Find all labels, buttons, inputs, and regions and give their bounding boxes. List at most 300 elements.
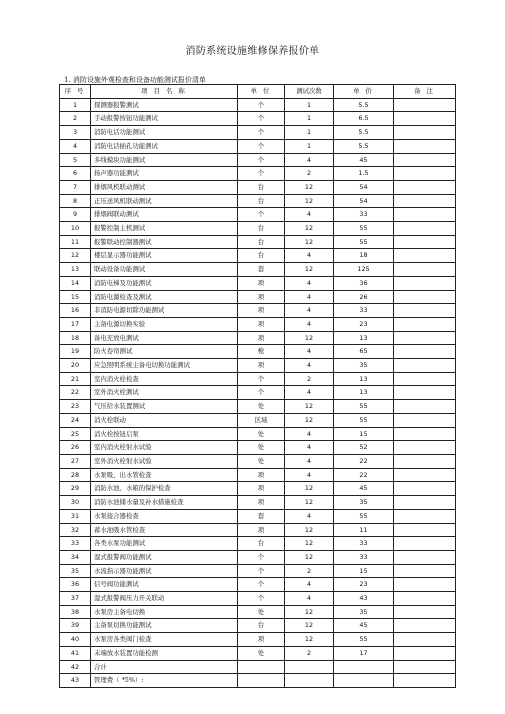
cell-note — [394, 413, 456, 427]
cell-price: 13 — [334, 331, 394, 345]
cell-unit: 项 — [238, 317, 285, 331]
cell-name: 消火栓按钮启泵 — [91, 427, 238, 441]
cell-price: 33 — [334, 537, 394, 551]
cell-name: 气压给水装置测试 — [91, 400, 238, 414]
table-row — [60, 564, 456, 578]
cell-note — [394, 372, 456, 386]
table-row — [60, 454, 456, 468]
cell-note — [394, 496, 456, 510]
cell-price: 35 — [334, 359, 394, 373]
header-no: 序 号 — [60, 85, 91, 99]
cell-no: 1 — [60, 98, 91, 112]
cell-times: 4 — [285, 427, 334, 441]
cell-unit: 项 — [238, 359, 285, 373]
cell-note — [394, 592, 456, 606]
cell-times: 12 — [285, 400, 334, 414]
cell-name: 消防电话功能测试 — [91, 126, 238, 140]
cell-price: 55 — [334, 633, 394, 647]
header-name: 项 目 名 称 — [91, 85, 238, 99]
cell-note — [394, 619, 456, 633]
cell-note — [394, 317, 456, 331]
cell-name: 消防水池储水量及补水措施检查 — [91, 496, 238, 510]
table-row — [60, 660, 456, 674]
cell-unit: 个 — [238, 386, 285, 400]
table-row — [60, 222, 456, 236]
cell-times: 12 — [285, 180, 334, 194]
cell-times: 2 — [285, 167, 334, 181]
cell-price — [334, 660, 394, 674]
cell-times: 12 — [285, 222, 334, 236]
table-row — [60, 550, 456, 564]
table-row — [60, 496, 456, 510]
table-row — [60, 674, 456, 688]
cell-unit: 处 — [238, 400, 285, 414]
cell-price: 55 — [334, 509, 394, 523]
cell-no: 38 — [60, 605, 91, 619]
table-row — [60, 304, 456, 318]
table-row — [60, 523, 456, 537]
table-body — [60, 98, 456, 687]
cell-note — [394, 660, 456, 674]
cell-times — [285, 660, 334, 674]
cell-note — [394, 537, 456, 551]
cell-no: 36 — [60, 578, 91, 592]
cell-no: 41 — [60, 646, 91, 660]
table-row — [60, 427, 456, 441]
cell-unit: 台 — [238, 180, 285, 194]
cell-no: 19 — [60, 345, 91, 359]
cell-times: 4 — [285, 386, 334, 400]
cell-times: 12 — [285, 550, 334, 564]
cell-name: 多线模块功能测试 — [91, 153, 238, 167]
cell-no: 8 — [60, 194, 91, 208]
section-subtitle: 1. 消防设施外观检查和设备功能测试报价清单 — [64, 76, 206, 84]
cell-times: 4 — [285, 249, 334, 263]
cell-note — [394, 153, 456, 167]
cell-name: 联动设备功能测试 — [91, 263, 238, 277]
table-row — [60, 592, 456, 606]
cell-note — [394, 304, 456, 318]
cell-times: 4 — [285, 592, 334, 606]
cell-name: 信号阀功能测试 — [91, 578, 238, 592]
quote-table — [59, 84, 456, 688]
table-row — [60, 482, 456, 496]
cell-unit: 处 — [238, 441, 285, 455]
cell-price — [334, 674, 394, 688]
cell-unit: 个 — [238, 564, 285, 578]
cell-price: 33 — [334, 550, 394, 564]
cell-times: 1 — [285, 98, 334, 112]
cell-times: 1 — [285, 139, 334, 153]
table-row — [60, 372, 456, 386]
cell-note — [394, 98, 456, 112]
cell-no: 33 — [60, 537, 91, 551]
cell-note — [394, 674, 456, 688]
cell-unit: 项 — [238, 276, 285, 290]
cell-note — [394, 249, 456, 263]
cell-note — [394, 427, 456, 441]
cell-name: 末端放水装置功能检测 — [91, 646, 238, 660]
table-row — [60, 208, 456, 222]
cell-no: 25 — [60, 427, 91, 441]
cell-note — [394, 263, 456, 277]
header-times: 测试次数 — [285, 85, 334, 99]
cell-price: 23 — [334, 578, 394, 592]
cell-times: 12 — [285, 619, 334, 633]
cell-unit: 处 — [238, 605, 285, 619]
cell-name: 防火卷帘测试 — [91, 345, 238, 359]
cell-times: 4 — [285, 208, 334, 222]
cell-times: 1 — [285, 126, 334, 140]
table-row — [60, 413, 456, 427]
cell-times: 1 — [285, 112, 334, 126]
cell-name: 楼层显示器功能测试 — [91, 249, 238, 263]
cell-price: 45 — [334, 482, 394, 496]
cell-no: 31 — [60, 509, 91, 523]
cell-price: 54 — [334, 194, 394, 208]
cell-times: 12 — [285, 194, 334, 208]
cell-unit: 樘 — [238, 345, 285, 359]
cell-times: 4 — [285, 153, 334, 167]
cell-no: 17 — [60, 317, 91, 331]
cell-price: 43 — [334, 592, 394, 606]
table-row — [60, 153, 456, 167]
cell-unit: 台 — [238, 619, 285, 633]
cell-note — [394, 482, 456, 496]
table-row — [60, 331, 456, 345]
cell-name: 非消防电源切除功能测试 — [91, 304, 238, 318]
cell-unit: 台 — [238, 194, 285, 208]
cell-no: 7 — [60, 180, 91, 194]
cell-name: 室内消火栓检查 — [91, 372, 238, 386]
cell-price: 1.5 — [334, 167, 394, 181]
cell-price: 45 — [334, 619, 394, 633]
cell-unit: 个 — [238, 98, 285, 112]
cell-name: 排烟风机联动测试 — [91, 180, 238, 194]
cell-unit: 处 — [238, 646, 285, 660]
cell-note — [394, 235, 456, 249]
cell-note — [394, 222, 456, 236]
table-row — [60, 276, 456, 290]
cell-unit: 项 — [238, 331, 285, 345]
cell-unit: 台 — [238, 222, 285, 236]
table-row — [60, 578, 456, 592]
cell-times: 4 — [285, 304, 334, 318]
cell-no: 20 — [60, 359, 91, 373]
cell-no: 9 — [60, 208, 91, 222]
cell-no: 30 — [60, 496, 91, 510]
cell-note — [394, 578, 456, 592]
cell-name: 报警控制主机测试 — [91, 222, 238, 236]
cell-unit: 项 — [238, 304, 285, 318]
table-row — [60, 194, 456, 208]
cell-times: 4 — [285, 276, 334, 290]
table-row — [60, 290, 456, 304]
cell-no: 39 — [60, 619, 91, 633]
cell-unit — [238, 674, 285, 688]
cell-name: 探测器报警测试 — [91, 98, 238, 112]
cell-times: 12 — [285, 523, 334, 537]
table-row — [60, 468, 456, 482]
cell-times: 4 — [285, 454, 334, 468]
cell-times: 4 — [285, 468, 334, 482]
table-row — [60, 126, 456, 140]
cell-note — [394, 386, 456, 400]
cell-name: 水泵房主备电切换 — [91, 605, 238, 619]
cell-note — [394, 126, 456, 140]
table-row — [60, 386, 456, 400]
table-row — [60, 249, 456, 263]
cell-no: 24 — [60, 413, 91, 427]
cell-times: 4 — [285, 359, 334, 373]
table-row — [60, 345, 456, 359]
cell-unit: 个 — [238, 372, 285, 386]
cell-note — [394, 509, 456, 523]
cell-unit: 套 — [238, 263, 285, 277]
cell-note — [394, 112, 456, 126]
cell-times: 12 — [285, 263, 334, 277]
cell-times: 2 — [285, 564, 334, 578]
cell-no: 4 — [60, 139, 91, 153]
cell-no: 37 — [60, 592, 91, 606]
cell-unit: 处 — [238, 454, 285, 468]
cell-times: 12 — [285, 331, 334, 345]
cell-name: 水泵房各类阀门检查 — [91, 633, 238, 647]
cell-unit: 项 — [238, 496, 285, 510]
cell-price: 52 — [334, 441, 394, 455]
cell-times: 4 — [285, 290, 334, 304]
cell-times: 12 — [285, 605, 334, 619]
cell-note — [394, 454, 456, 468]
cell-no: 16 — [60, 304, 91, 318]
cell-name: 湿式报警阀压力开关联动 — [91, 592, 238, 606]
cell-note — [394, 523, 456, 537]
cell-no: 6 — [60, 167, 91, 181]
table-row — [60, 317, 456, 331]
cell-price: 15 — [334, 564, 394, 578]
table-row — [60, 167, 456, 181]
cell-note — [394, 400, 456, 414]
table-row — [60, 400, 456, 414]
cell-note — [394, 276, 456, 290]
cell-note — [394, 468, 456, 482]
cell-name: 管理费（ *5%）: — [91, 674, 238, 688]
cell-no: 14 — [60, 276, 91, 290]
cell-name: 各类水泵功能测试 — [91, 537, 238, 551]
cell-no: 3 — [60, 126, 91, 140]
cell-name: 备电充放电测试 — [91, 331, 238, 345]
cell-unit: 项 — [238, 290, 285, 304]
cell-unit: 区域 — [238, 413, 285, 427]
cell-times: 4 — [285, 578, 334, 592]
cell-note — [394, 180, 456, 194]
cell-no: 2 — [60, 112, 91, 126]
cell-price: 23 — [334, 317, 394, 331]
cell-no: 10 — [60, 222, 91, 236]
cell-times: 12 — [285, 496, 334, 510]
cell-name: 蓄水池吸水管检查 — [91, 523, 238, 537]
cell-note — [394, 441, 456, 455]
cell-no: 21 — [60, 372, 91, 386]
cell-unit: 个 — [238, 139, 285, 153]
table-row — [60, 633, 456, 647]
table-row — [60, 235, 456, 249]
cell-times: 4 — [285, 441, 334, 455]
cell-name: 合计 — [91, 660, 238, 674]
cell-note — [394, 359, 456, 373]
table-row — [60, 537, 456, 551]
cell-times: 12 — [285, 413, 334, 427]
cell-price: 36 — [334, 276, 394, 290]
cell-no: 34 — [60, 550, 91, 564]
header-note: 备 注 — [394, 85, 456, 99]
cell-note — [394, 605, 456, 619]
cell-times: 12 — [285, 235, 334, 249]
header-unit: 单 位 — [238, 85, 285, 99]
cell-price: 55 — [334, 413, 394, 427]
cell-note — [394, 345, 456, 359]
cell-unit: 台 — [238, 249, 285, 263]
cell-name: 手动报警按钮功能测试 — [91, 112, 238, 126]
cell-price: 65 — [334, 345, 394, 359]
cell-price: 13 — [334, 386, 394, 400]
cell-name: 水流指示器功能测试 — [91, 564, 238, 578]
cell-times: 2 — [285, 646, 334, 660]
cell-unit: 台 — [238, 235, 285, 249]
cell-no: 18 — [60, 331, 91, 345]
table-row — [60, 112, 456, 126]
cell-times: 12 — [285, 482, 334, 496]
cell-times: 4 — [285, 345, 334, 359]
cell-price: 17 — [334, 646, 394, 660]
cell-unit: 处 — [238, 427, 285, 441]
cell-price: 18 — [334, 249, 394, 263]
cell-times: 2 — [285, 372, 334, 386]
cell-unit: 个 — [238, 578, 285, 592]
cell-times: 12 — [285, 537, 334, 551]
cell-name: 消火栓联动 — [91, 413, 238, 427]
cell-no: 13 — [60, 263, 91, 277]
cell-price: 22 — [334, 454, 394, 468]
table-row — [60, 180, 456, 194]
cell-name: 扬声器功能测试 — [91, 167, 238, 181]
cell-unit: 个 — [238, 550, 285, 564]
cell-name: 主备泵切换功能测试 — [91, 619, 238, 633]
cell-price: 26 — [334, 290, 394, 304]
cell-note — [394, 139, 456, 153]
cell-unit: 个 — [238, 167, 285, 181]
table-row — [60, 441, 456, 455]
cell-name: 正压送风机联动测试 — [91, 194, 238, 208]
cell-no: 15 — [60, 290, 91, 304]
cell-unit: 项 — [238, 468, 285, 482]
cell-price: 6.5 — [334, 112, 394, 126]
cell-no: 40 — [60, 633, 91, 647]
header-price: 单 价 — [334, 85, 394, 99]
cell-name: 水泵接合器检查 — [91, 509, 238, 523]
cell-name: 水泵吸、出水管检查 — [91, 468, 238, 482]
cell-unit: 个 — [238, 592, 285, 606]
table-row — [60, 359, 456, 373]
cell-price: 35 — [334, 496, 394, 510]
cell-name: 消防水池、水箱的保护检查 — [91, 482, 238, 496]
cell-price: 13 — [334, 372, 394, 386]
cell-no: 23 — [60, 400, 91, 414]
cell-unit: 项 — [238, 633, 285, 647]
cell-times: 4 — [285, 317, 334, 331]
cell-no: 26 — [60, 441, 91, 455]
cell-note — [394, 633, 456, 647]
cell-note — [394, 290, 456, 304]
cell-note — [394, 194, 456, 208]
cell-unit: 个 — [238, 126, 285, 140]
table-row — [60, 619, 456, 633]
cell-price: 55 — [334, 222, 394, 236]
cell-price: 35 — [334, 605, 394, 619]
cell-name: 室内消火栓射水试验 — [91, 441, 238, 455]
cell-price: 33 — [334, 208, 394, 222]
table-header-row — [60, 85, 456, 99]
cell-times: 12 — [285, 633, 334, 647]
cell-no: 12 — [60, 249, 91, 263]
table-row — [60, 263, 456, 277]
cell-no: 27 — [60, 454, 91, 468]
cell-no: 22 — [60, 386, 91, 400]
cell-name: 排烟阀联动测试 — [91, 208, 238, 222]
cell-name: 消防电话插孔功能测试 — [91, 139, 238, 153]
cell-price: 33 — [334, 304, 394, 318]
cell-price: 5.5 — [334, 139, 394, 153]
table-row — [60, 98, 456, 112]
cell-unit: 个 — [238, 112, 285, 126]
cell-note — [394, 550, 456, 564]
cell-unit: 个 — [238, 153, 285, 167]
cell-name: 消防电梯及功能测试 — [91, 276, 238, 290]
cell-price: 15 — [334, 427, 394, 441]
cell-price: 125 — [334, 263, 394, 277]
cell-name: 主备电源切换实验 — [91, 317, 238, 331]
table-row — [60, 605, 456, 619]
table-row — [60, 509, 456, 523]
cell-note — [394, 564, 456, 578]
cell-no: 35 — [60, 564, 91, 578]
cell-no: 5 — [60, 153, 91, 167]
cell-no: 28 — [60, 468, 91, 482]
cell-unit: 台 — [238, 537, 285, 551]
cell-name: 室外消火栓射水试验 — [91, 454, 238, 468]
cell-name: 应急照明系统主备电切换功能测试 — [91, 359, 238, 373]
cell-price: 11 — [334, 523, 394, 537]
cell-note — [394, 646, 456, 660]
cell-no: 11 — [60, 235, 91, 249]
cell-name: 报警联动控制器测试 — [91, 235, 238, 249]
cell-name: 消防电源检查及测试 — [91, 290, 238, 304]
cell-price: 5.5 — [334, 98, 394, 112]
cell-name: 湿式报警阀功能测试 — [91, 550, 238, 564]
cell-note — [394, 208, 456, 222]
cell-unit: 个 — [238, 208, 285, 222]
table-row — [60, 139, 456, 153]
cell-no: 43 — [60, 674, 91, 688]
cell-price: 55 — [334, 235, 394, 249]
cell-times: 4 — [285, 509, 334, 523]
cell-times — [285, 674, 334, 688]
cell-unit: 套 — [238, 509, 285, 523]
cell-unit — [238, 660, 285, 674]
cell-price: 22 — [334, 468, 394, 482]
cell-name: 室外消火栓测试 — [91, 386, 238, 400]
cell-price: 55 — [334, 400, 394, 414]
